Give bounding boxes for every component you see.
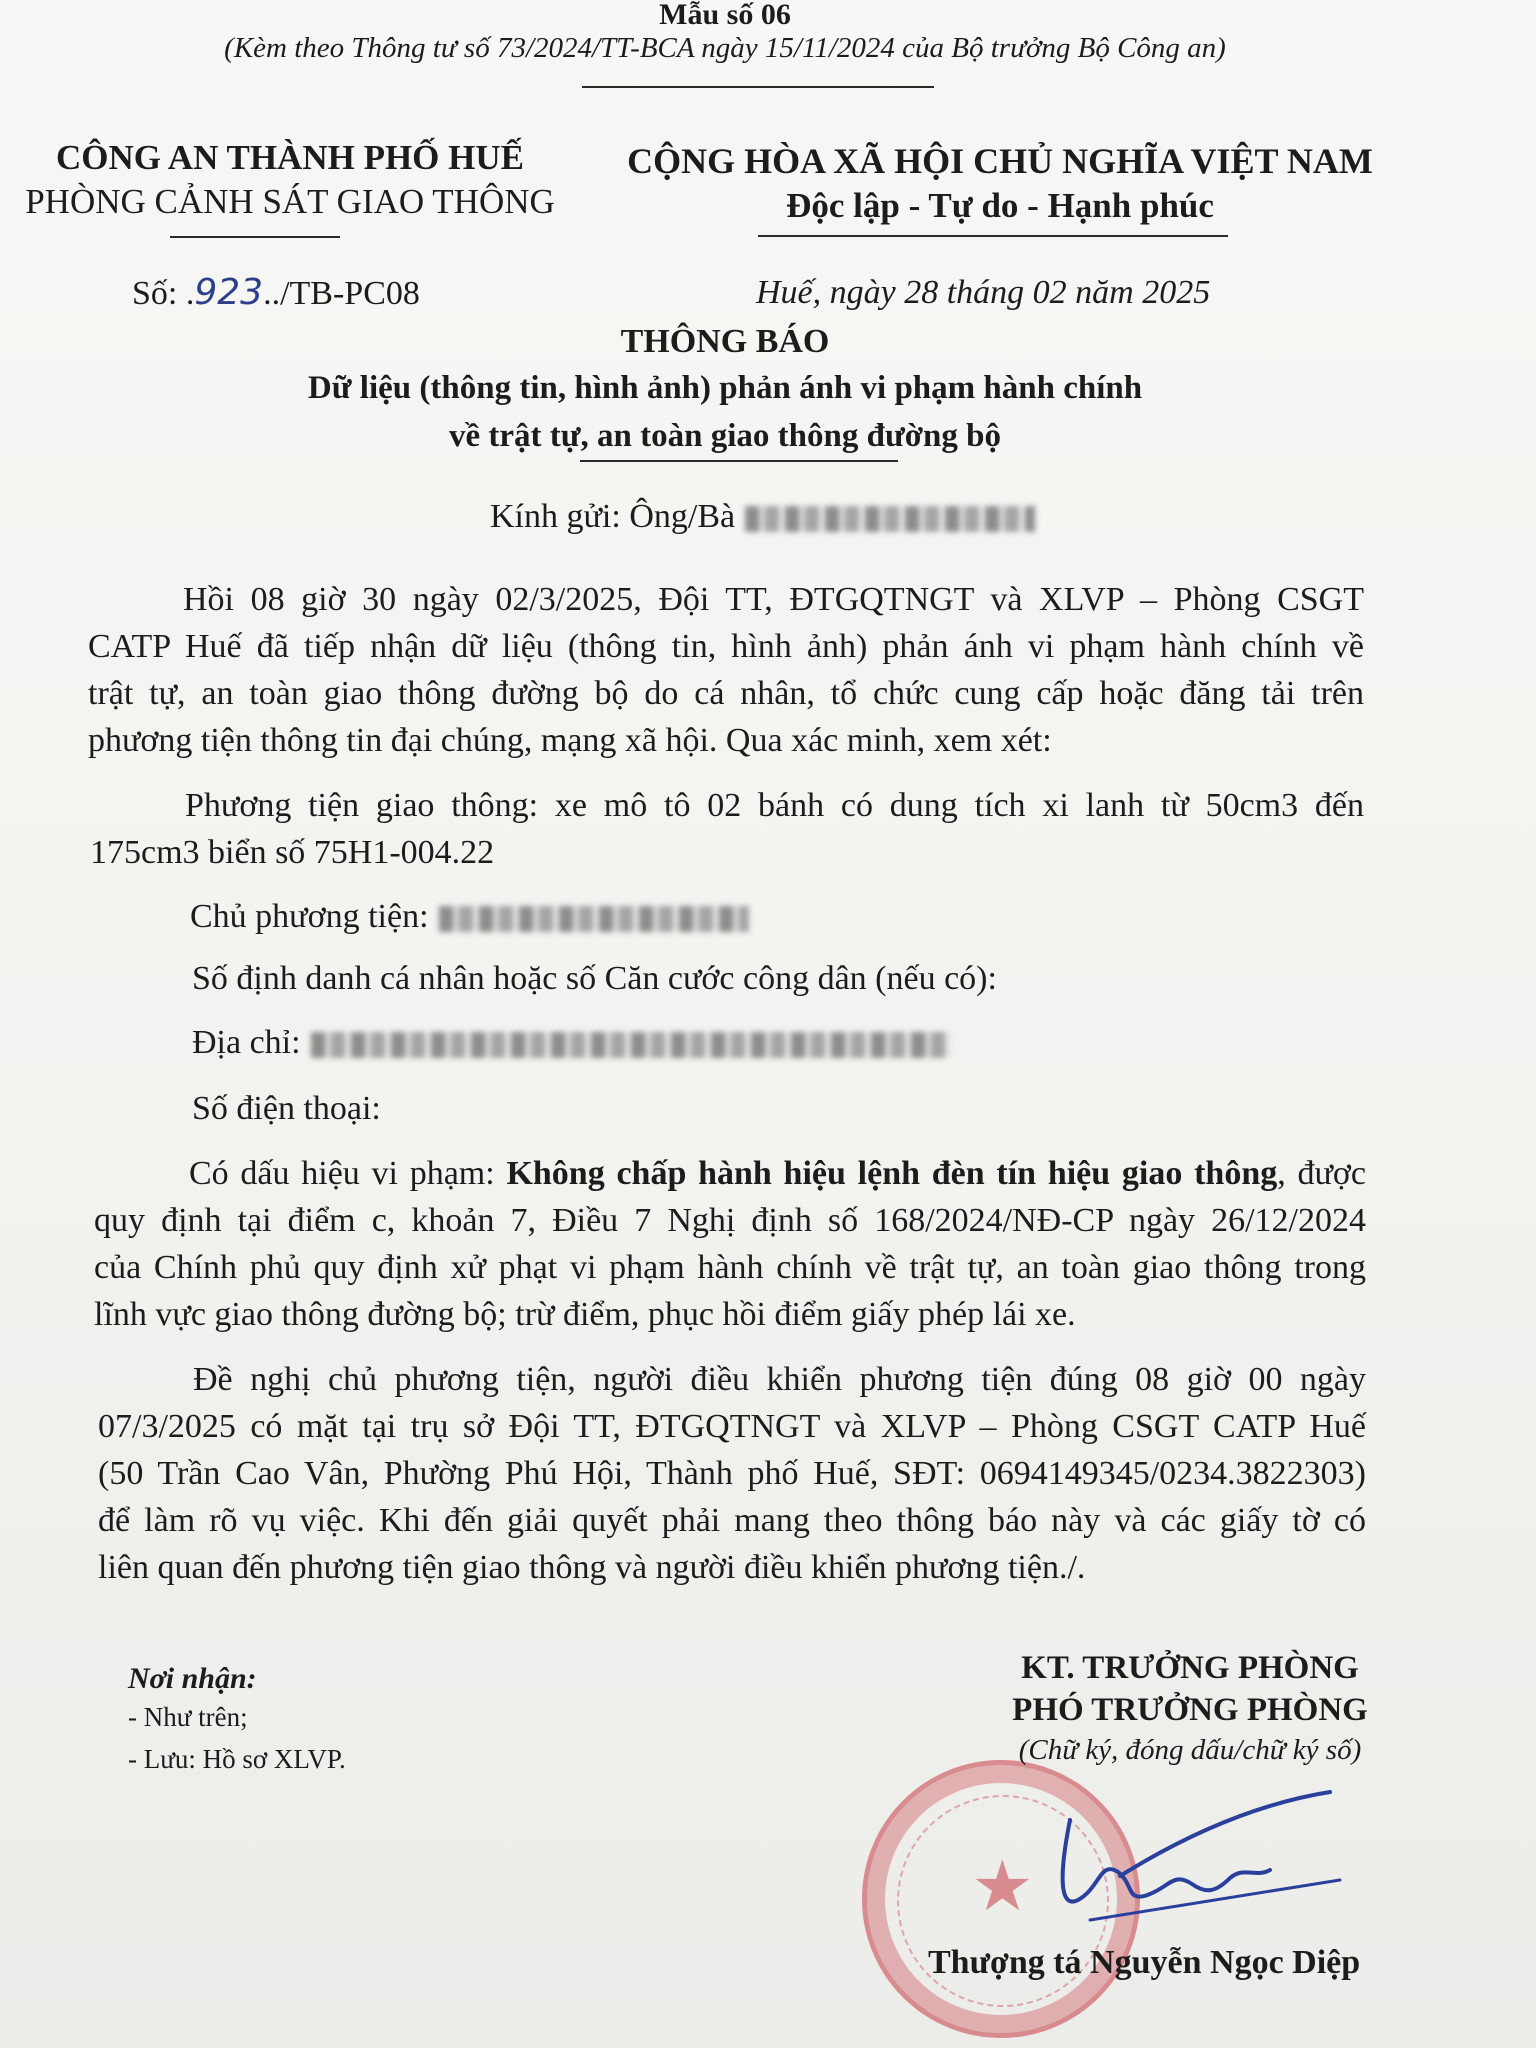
document-number-prefix: Số: . bbox=[132, 275, 195, 312]
address-line bbox=[192, 1024, 951, 1062]
violation-line: lĩnh vực giao thông đường bộ; trừ điểm, phục hồi điểm giấy phép lái xe. bbox=[94, 1296, 1076, 1333]
vehicle-line: 175cm3 biển số 75H1-004.22 bbox=[90, 834, 495, 871]
agency-department: PHÒNG CẢNH SÁT GIAO THÔNG bbox=[25, 182, 555, 221]
form-number: Mẫu số 06 bbox=[659, 0, 791, 31]
redacted-address bbox=[311, 1032, 951, 1058]
star-icon: ★ bbox=[971, 1849, 1034, 1926]
intro-line: phương tiện thông tin đại chúng, mạng xã hội. Qua xác minh, xem xét: bbox=[88, 722, 1052, 759]
notice-subtitle-line1: Dữ liệu (thông tin, hình ảnh) phản ánh vi phạm hành chính bbox=[307, 370, 1143, 406]
signatory-name: Thượng tá Nguyễn Ngọc Diệp bbox=[928, 1944, 1361, 1981]
violation-line: của Chính phủ quy định xử phạt vi phạm hành chính về trật tự, an toàn giao thông trong bbox=[94, 1249, 1366, 1286]
nation-name: CỘNG HÒA XÃ HỘI CHỦ NGHĨA VIỆT NAM bbox=[627, 141, 1373, 181]
request-line: Đề nghị chủ phương tiện, người điều khiển phương tiện đúng 08 giờ 00 ngày bbox=[193, 1361, 1366, 1398]
request-line: (50 Trần Cao Vân, Phường Phú Hội, Thành phố Huế, SĐT: 0694149345/0234.3822303) bbox=[98, 1455, 1366, 1492]
owner-label: Chủ phương tiện: bbox=[190, 898, 429, 935]
document-number bbox=[132, 272, 420, 313]
violation-prefix: Có dấu hiệu vi phạm: bbox=[189, 1155, 507, 1192]
signature-note: (Chữ ký, đóng dấu/chữ ký số) bbox=[1018, 1734, 1362, 1766]
recipients-item: - Lưu: Hồ sơ XLVP. bbox=[128, 1744, 346, 1774]
intro-line: trật tự, an toàn giao thông đường bộ do cá nhân, tổ chức cung cấp hoặc đăng tải trên bbox=[88, 675, 1364, 712]
violation-description: Không chấp hành hiệu lệnh đèn tín hiệu giao thông bbox=[506, 1155, 1278, 1192]
document-number-handwritten: 923 bbox=[194, 272, 264, 313]
violation-line bbox=[94, 1150, 1366, 1197]
agency-rule bbox=[170, 236, 340, 238]
intro-paragraph bbox=[88, 576, 1364, 764]
owner-line bbox=[190, 898, 749, 936]
redacted-owner-name bbox=[439, 906, 749, 932]
form-reference: (Kèm theo Thông tư số 73/2024/TT-BCA ngày 15/11/2024 của Bộ trưởng Bộ Công an) bbox=[224, 32, 1226, 64]
request-line: để làm rõ vụ việc. Khi đến giải quyết phải mang theo thông báo này và các giấy tờ có bbox=[98, 1502, 1366, 1539]
signature-title-1: KT. TRƯỞNG PHÒNG bbox=[1021, 1650, 1359, 1686]
agency-name: CÔNG AN THÀNH PHỐ HUẾ bbox=[55, 138, 524, 177]
motto-rule bbox=[758, 235, 1228, 237]
intro-line: CATP Huế đã tiếp nhận dữ liệu (thông tin, hình ảnh) phản ánh vi phạm hành chính về bbox=[88, 628, 1364, 665]
signature-title-2: PHÓ TRƯỞNG PHÒNG bbox=[1012, 1692, 1368, 1728]
request-paragraph bbox=[98, 1356, 1366, 1591]
subtitle-rule bbox=[580, 460, 898, 462]
request-line: 07/3/2025 có mặt tại trụ sở Đội TT, ĐTGQTNGT và XLVP – Phòng CSGT CATP Huế bbox=[98, 1408, 1366, 1445]
vehicle-paragraph bbox=[90, 782, 1364, 876]
recipient-label: Kính gửi: Ông/Bà bbox=[490, 498, 736, 535]
nation-motto: Độc lập - Tự do - Hạnh phúc bbox=[786, 186, 1214, 225]
notice-subtitle-line2: về trật tự, an toàn giao thông đường bộ bbox=[448, 418, 1001, 454]
address-label: Địa chỉ: bbox=[192, 1024, 301, 1061]
recipient-line bbox=[490, 498, 1035, 536]
notice-title: THÔNG BÁO bbox=[620, 323, 830, 360]
header-rule bbox=[582, 86, 934, 88]
handwritten-signature bbox=[1030, 1780, 1350, 1930]
vehicle-line: Phương tiện giao thông: xe mô tô 02 bánh có dung tích xi lanh từ 50cm3 đến bbox=[185, 787, 1364, 824]
violation-suffix: , được bbox=[1277, 1155, 1366, 1192]
violation-line: quy định tại điểm c, khoản 7, Điều 7 Nghị định số 168/2024/NĐ-CP ngày 26/12/2024 bbox=[94, 1202, 1366, 1239]
id-number-label: Số định danh cá nhân hoặc số Căn cước công dân (nếu có): bbox=[192, 960, 997, 997]
recipients-item: - Như trên; bbox=[128, 1702, 248, 1732]
date-line: Huế, ngày 28 tháng 02 năm 2025 bbox=[756, 274, 1211, 311]
violation-paragraph bbox=[94, 1150, 1366, 1338]
redacted-recipient-name bbox=[745, 506, 1035, 532]
request-line: liên quan đến phương tiện giao thông và người điều khiển phương tiện./. bbox=[98, 1549, 1086, 1586]
document-number-suffix: ../TB-PC08 bbox=[263, 275, 420, 312]
phone-label: Số điện thoại: bbox=[192, 1090, 381, 1127]
recipients-title: Nơi nhận: bbox=[128, 1662, 257, 1695]
intro-line: Hồi 08 giờ 30 ngày 02/3/2025, Đội TT, ĐTGQTNGT và XLVP – Phòng CSGT bbox=[183, 581, 1364, 618]
